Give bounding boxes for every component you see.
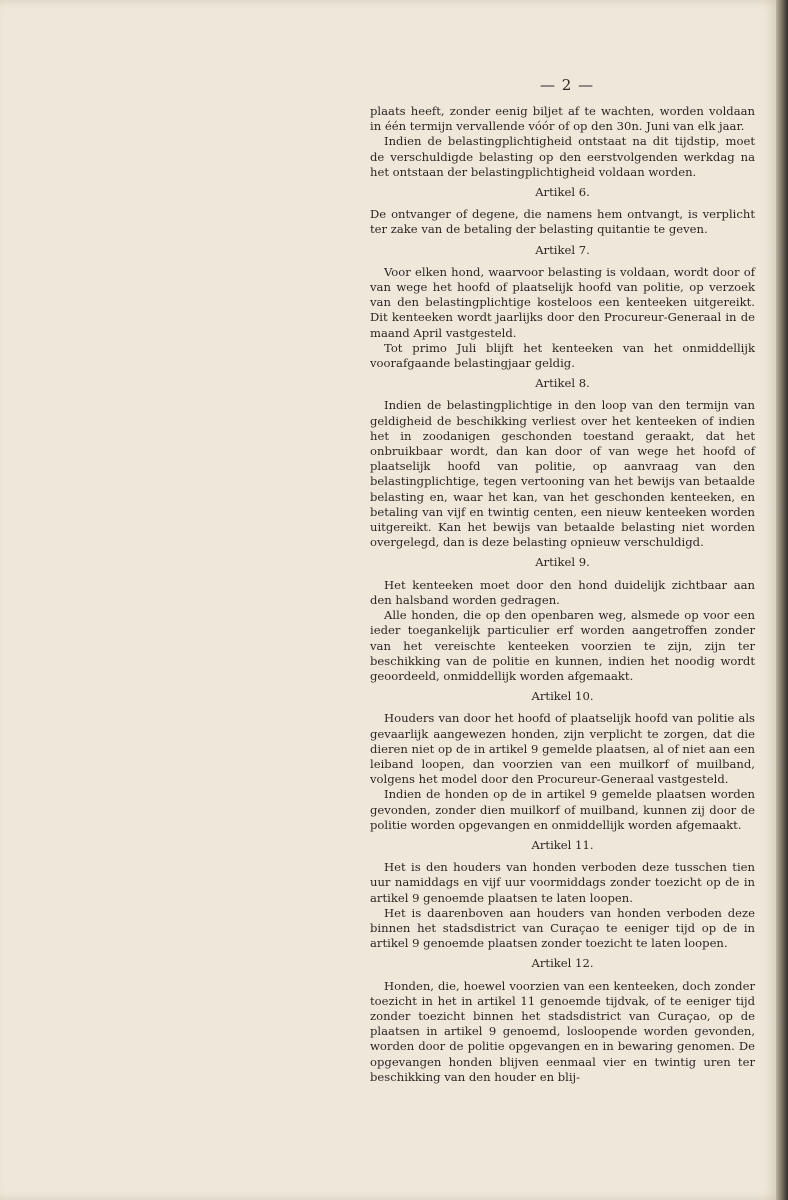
paragraph: Houders van door het hoofd of plaatselijk hoofd van politie als gevaarlijk aangewezen honden, zijn verplicht te zorgen, dat die dieren niet op de in artikel 9 gemelde plaatsen, al of niet aan een leiband loopen, dan voorzien van een muilkorf of muilband, volgens het model door den Procureur-Generaal vastgesteld. [370,711,755,787]
paragraph: Indien de belastingplichtige in den loop van den termijn van geldigheid de beschikking verliest over het kenteeken of indien het in zoodanigen geschonden toestand geraakt, dat het onbruikbaar wordt, dan kan door of van wege het hoofd of plaatselijk hoofd van politie, op aanvraag van den belastingplichtige, tegen vertooning van het bewijs van betaalde belasting en, waar het kan, van het geschonden kenteeken, en betaling van vijf en twintig centen, een nieuw kenteeken worden uitgereikt. Kan het bewijs van betaalde belasting niet worden overgelegd, dan is deze belasting opnieuw verschuldigd. [370,398,755,550]
paragraph: De ontvanger of degene, die namens hem ontvangt, is verplicht ter zake van de betaling der belasting quitantie te geven. [370,207,755,237]
article-heading: Artikel 8. [535,376,590,391]
paragraph: Voor elken hond, waarvoor belasting is voldaan, wordt door of van wege het hoofd of plaatselijk hoofd van politie, op verzoek van den belastingplichtige kosteloos een kenteeken uitgereikt. Dit kenteeken wordt jaarlijks door den Procureur-Generaal in de maand April vastgesteld. [370,264,755,340]
article-heading: Artikel 7. [535,242,590,257]
article-heading: Artikel 10. [531,689,594,704]
document-body [370,104,755,1085]
page-number: — 2 — [540,76,595,94]
paragraph: Indien de belastingplichtigheid ontstaat na dit tijdstip, moet de verschuldigde belasting op den eerstvolgenden werkdag na het ontstaan der belastingplichtigheid voldaan worden. [370,134,755,179]
paragraph: Alle honden, die op den openbaren weg, alsmede op voor een ieder toegankelijk particulier erf worden aangetroffen zonder van het vereischte kenteeken voorzien te zijn, zijn ter beschikking van de politie en kunnen, indien het noodig wordt geoordeeld, onmiddellijk worden afgemaakt. [370,608,755,683]
paragraph: plaats heeft, zonder eenig biljet af te wachten, worden voldaan in één termijn vervallende vóór of op den 30n. Juni van elk jaar. [370,104,755,134]
paragraph: Het kenteeken moet door den hond duidelijk zichtbaar aan den halsband worden gedragen. [370,577,755,607]
paragraph: Indien de honden op de in artikel 9 gemelde plaatsen worden gevonden, zonder dien muilkorf of muilband, kunnen zij door de politie worden opgevangen en onmiddellijk worden afgemaakt. [370,787,755,832]
article-heading: Artikel 6. [535,185,590,200]
article-heading: Artikel 11. [531,837,594,852]
paragraph: Tot primo Juli blijft het kenteeken van het onmiddellijk voorafgaande belastingjaar geldig. [370,340,755,371]
paragraph: Honden, die, hoewel voorzien van een kenteeken, doch zonder toezicht in het in artikel 11 genoemde tijdvak, of te eeniger tijd zonder toezicht binnen het stadsdistrict van Curaçao, op de plaatsen in artikel 9 genoemd, losloopende worden gevonden, worden door de politie opgevangen en in bewaring genomen. De opgevangen honden blijven eenmaal vier en twintig uren ter beschikking van den houder en blij- [370,978,755,1084]
article-heading: Artikel 12. [531,956,594,971]
article-heading: Artikel 9. [535,555,590,570]
paragraph: Het is den houders van honden verboden deze tusschen tien uur namiddags en vijf uur voormiddags zonder toezicht op de in artikel 9 genoemde plaatsen te laten loopen. [370,860,755,905]
paragraph: Het is daarenboven aan houders van honden verboden deze binnen het stadsdistrict van Curaçao te eeniger tijd op de in artikel 9 genoemde plaatsen zonder toezicht te laten loopen. [370,905,755,951]
page-edge [776,0,788,1200]
